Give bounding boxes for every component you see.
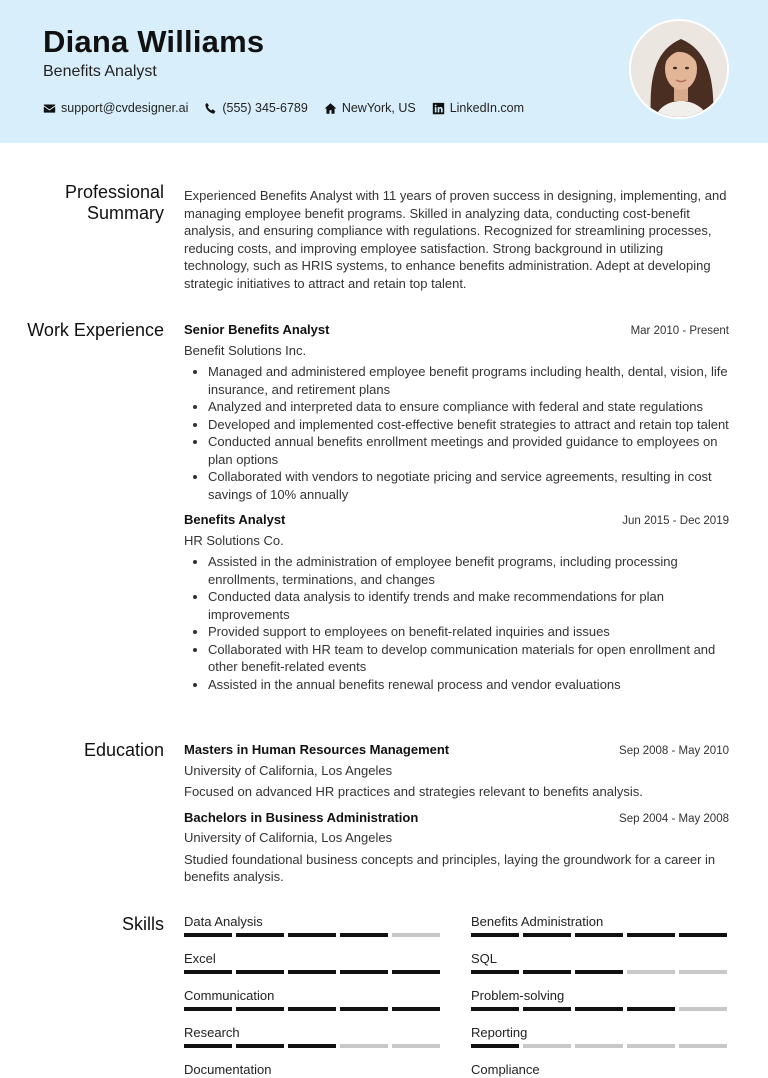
skill-item <box>471 1025 728 1048</box>
summary-text: Experienced Benefits Analyst with 11 years of proven success in designing, implementing, and managing employee benefit programs. Skilled in analyzing data, conducting cost-benefit analysis, and ensuring compliance with regulations. Recognized for streamlining processes, reducing costs, and improving employee satisfaction. Strong background in utilizing technology, such as HRIS systems, to enhance benefits administration. Adept at developing strategic initiatives to attract and retain top talent. <box>184 188 727 291</box>
education-entry <box>184 741 729 801</box>
skill-level-segment <box>288 933 336 937</box>
skill-level-segment <box>392 1007 440 1011</box>
avatar <box>629 19 729 119</box>
skill-name: Benefits Administration <box>471 914 604 929</box>
degree-title: Bachelors in Business Administration <box>184 809 419 825</box>
skill-level-segment <box>679 970 727 974</box>
candidate-role: Benefits Analyst <box>43 63 157 80</box>
skill-level-segment <box>288 1044 336 1048</box>
skill-level-segment <box>523 933 571 937</box>
degree-description: Studied foundational business concepts and principles, laying the groundwork for a career in benefits analysis. <box>184 851 716 884</box>
skill-level-segment <box>471 1044 519 1048</box>
contact-linkedin[interactable] <box>432 101 524 115</box>
skill-level-segment <box>288 1007 336 1011</box>
education-body <box>184 741 729 894</box>
candidate-name: Diana Williams <box>43 24 265 59</box>
skill-level-bar <box>471 1007 728 1011</box>
skill-level-segment <box>471 970 519 974</box>
skill-level-segment <box>236 933 284 937</box>
skill-level-segment <box>679 933 727 937</box>
job-title: Benefits Analyst <box>184 512 286 527</box>
skill-level-segment <box>575 1044 623 1048</box>
header-banner <box>0 0 768 143</box>
skill-name: Excel <box>184 951 216 966</box>
contact-email[interactable] <box>43 101 188 115</box>
skill-item <box>184 1062 441 1078</box>
experience-body <box>184 321 729 701</box>
skill-item <box>471 914 728 937</box>
skill-level-bar <box>184 933 441 937</box>
skill-level-bar <box>184 1007 441 1011</box>
list-item: Assisted in the administration of employee benefit programs, including processing enrollments, terminations, and changes <box>208 553 729 588</box>
skill-level-segment <box>523 1007 571 1011</box>
skill-level-segment <box>575 933 623 937</box>
skill-item <box>184 914 441 937</box>
school-name: University of California, Los Angeles <box>184 762 393 778</box>
job-company: HR Solutions Co. <box>184 532 284 548</box>
skill-level-segment <box>236 1044 284 1048</box>
skill-level-segment <box>392 1044 440 1048</box>
education-heading: Education <box>83 740 164 760</box>
list-item: Collaborated with vendors to negotiate pricing and service agreements, resulting in cost savings of 10% annually <box>208 468 729 503</box>
skill-level-segment <box>184 933 232 937</box>
skill-level-segment <box>392 933 440 937</box>
list-item: Collaborated with HR team to develop communication materials for open enrollment and other benefit-related events <box>208 641 729 676</box>
skill-level-segment <box>627 933 675 937</box>
skill-level-segment <box>340 1007 388 1011</box>
skill-level-bar <box>471 1044 728 1048</box>
skill-item <box>184 1025 441 1048</box>
skill-name: Problem-solving <box>471 988 565 1003</box>
skill-level-segment <box>523 1044 571 1048</box>
skill-level-bar <box>471 970 728 974</box>
skill-level-segment <box>184 1007 232 1011</box>
skill-level-segment <box>627 970 675 974</box>
skill-level-segment <box>627 1044 675 1048</box>
skill-level-segment <box>184 1044 232 1048</box>
list-item: Analyzed and interpreted data to ensure compliance with federal and state regulations <box>208 398 729 416</box>
skill-level-segment <box>184 970 232 974</box>
skill-level-bar <box>471 933 728 937</box>
skill-name: SQL <box>471 951 498 966</box>
skill-level-segment <box>523 970 571 974</box>
home-icon <box>324 102 337 115</box>
skill-level-segment <box>392 970 440 974</box>
contact-email-text: support@cvdesigner.ai <box>61 101 189 115</box>
contact-row <box>43 101 540 115</box>
list-item: Conducted data analysis to identify trends and make recommendations for plan improvements <box>208 588 729 623</box>
phone-icon <box>204 102 217 115</box>
contact-linkedin-text: LinkedIn.com <box>449 101 525 115</box>
job-date: Mar 2010 - Present <box>630 325 729 337</box>
summary-heading: Professional Summary <box>64 182 164 223</box>
skill-level-segment <box>236 1007 284 1011</box>
contact-location-text: NewYork, US <box>341 101 416 115</box>
skill-level-segment <box>471 933 519 937</box>
school-name: University of California, Los Angeles <box>184 830 393 845</box>
degree-description: Focused on advanced HR practices and strategies relevant to benefits analysis. <box>184 784 643 799</box>
experience-heading: Work Experience <box>27 320 164 340</box>
skill-item <box>471 988 728 1011</box>
job-date: Jun 2015 - Dec 2019 <box>622 515 729 527</box>
job-bullets <box>184 363 729 503</box>
job-entry <box>184 321 729 503</box>
job-company: Benefit Solutions Inc. <box>184 342 307 358</box>
linkedin-icon <box>432 102 445 115</box>
list-item: Assisted in the annual benefits renewal process and vendor evaluations <box>208 676 729 694</box>
skill-level-bar <box>184 1044 441 1048</box>
degree-title: Masters in Human Resources Management <box>184 742 450 757</box>
skill-level-segment <box>236 970 284 974</box>
skill-level-segment <box>340 1044 388 1048</box>
skill-level-bar <box>184 970 441 974</box>
job-entry <box>184 511 729 693</box>
skill-name: Communication <box>184 988 275 1003</box>
job-title: Senior Benefits Analyst <box>184 322 330 337</box>
skills-heading: Skills <box>121 914 164 934</box>
education-entry <box>184 809 729 886</box>
skill-name: Reporting <box>471 1025 528 1040</box>
skill-level-segment <box>627 1007 675 1011</box>
skill-item <box>184 951 441 974</box>
skill-level-segment <box>575 970 623 974</box>
contact-phone[interactable] <box>204 101 307 115</box>
skill-name: Research <box>184 1025 240 1040</box>
list-item: Provided support to employees on benefit-related inquiries and issues <box>208 623 729 641</box>
skill-level-segment <box>340 933 388 937</box>
skill-level-segment <box>679 1044 727 1048</box>
skill-level-segment <box>575 1007 623 1011</box>
skill-name: Compliance <box>471 1062 540 1077</box>
degree-date: Sep 2004 - May 2008 <box>619 812 729 825</box>
skill-level-segment <box>679 1007 727 1011</box>
skill-level-segment <box>471 1007 519 1011</box>
list-item: Conducted annual benefits enrollment meetings and provided guidance to employees on plan options <box>208 433 729 468</box>
contact-phone-text: (555) 345-6789 <box>222 101 308 115</box>
skill-name: Data Analysis <box>184 914 263 929</box>
skill-level-segment <box>340 970 388 974</box>
list-item: Managed and administered employee benefit programs including health, dental, vision, life insurance, and retirement plans <box>208 364 728 397</box>
degree-date: Sep 2008 - May 2010 <box>619 745 729 757</box>
portrait-image <box>631 21 729 119</box>
contact-location <box>324 101 416 115</box>
skill-item <box>471 1062 728 1078</box>
skill-item <box>184 988 441 1011</box>
skill-name: Documentation <box>184 1062 272 1077</box>
list-item: Developed and implemented cost-effective benefit strategies to attract and retain top talent <box>208 416 729 432</box>
skill-level-segment <box>288 970 336 974</box>
envelope-icon <box>43 102 56 115</box>
skill-item <box>471 951 728 974</box>
job-bullets <box>184 553 729 693</box>
